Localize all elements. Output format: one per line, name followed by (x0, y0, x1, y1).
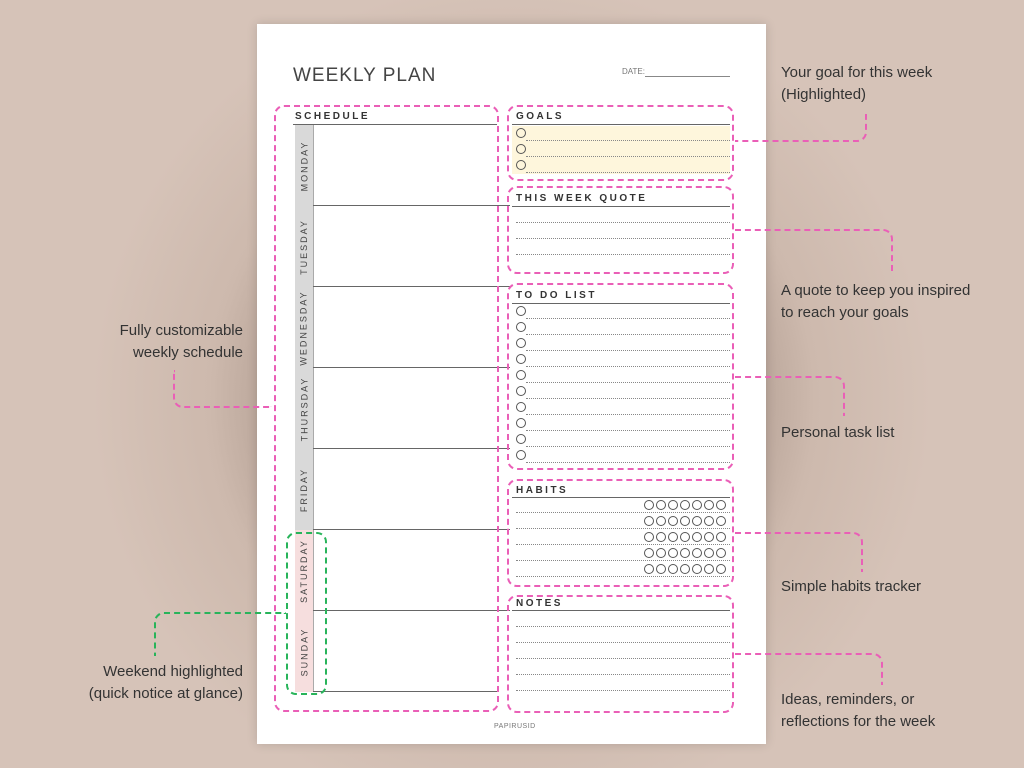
day-label-thursday: THURSDAY (299, 376, 309, 441)
schedule-connector (173, 370, 272, 408)
schedule-title: SCHEDULE (295, 111, 371, 122)
annotation-schedule-line1: Fully customizable (119, 322, 243, 339)
date-label: DATE: (622, 67, 645, 76)
page-footer: PAPIRUSID (494, 723, 536, 730)
annotation-goals-line2: (Highlighted) (781, 86, 867, 103)
habits-title: HABITS (516, 485, 569, 496)
annotation-weekend (40, 661, 243, 705)
annotation-goals (781, 62, 932, 106)
annotation-weekend-line1: Weekend highlighted (103, 663, 243, 680)
annotation-notes (781, 689, 935, 733)
day-label-wednesday: WEDNESDAY (299, 289, 309, 366)
todo-highlight-box (507, 283, 734, 470)
notes-highlight-box (507, 595, 734, 713)
annotation-schedule (60, 320, 243, 364)
annotation-notes-line1: Ideas, reminders, or (781, 691, 915, 708)
annotation-habits (781, 576, 921, 598)
notes-title: NOTES (516, 598, 563, 609)
annotation-todo-line1: Personal task list (781, 424, 895, 441)
weekend-connector (154, 612, 286, 656)
habits-connector (735, 532, 863, 572)
day-label-tuesday: TUESDAY (299, 218, 309, 275)
goals-highlight-box (507, 105, 734, 181)
todo-connector (735, 376, 845, 416)
day-label-saturday: SATURDAY (299, 538, 310, 603)
annotation-goals-line1: Your goal for this week (781, 64, 933, 81)
annotation-schedule-line2: weekly schedule (132, 344, 243, 361)
todo-title: TO DO LIST (516, 290, 597, 301)
annotation-quote-line2: to reach your goals (781, 304, 909, 321)
day-label-friday: FRIDAY (299, 467, 309, 512)
annotation-habits-line1: Simple habits tracker (781, 578, 922, 595)
notes-connector (735, 653, 883, 685)
annotation-todo (781, 422, 894, 444)
quote-connector (735, 229, 893, 273)
date-line (645, 76, 730, 77)
annotation-notes-line2: reflections for the week (781, 713, 936, 730)
day-label-sunday: SUNDAY (299, 627, 309, 676)
quote-title: THIS WEEK QUOTE (516, 193, 648, 204)
annotation-weekend-line2: (quick notice at glance) (88, 685, 243, 702)
habits-highlight-box (507, 479, 734, 587)
day-label-monday: MONDAY (299, 140, 309, 191)
quote-highlight-box (507, 186, 734, 274)
goals-connector (735, 114, 867, 142)
annotation-quote (781, 280, 970, 324)
weekend-highlight-box (286, 532, 327, 695)
goals-title: GOALS (516, 111, 565, 122)
annotation-quote-line1: A quote to keep you inspired (781, 282, 971, 299)
page-title: WEEKLY PLAN (293, 65, 437, 86)
